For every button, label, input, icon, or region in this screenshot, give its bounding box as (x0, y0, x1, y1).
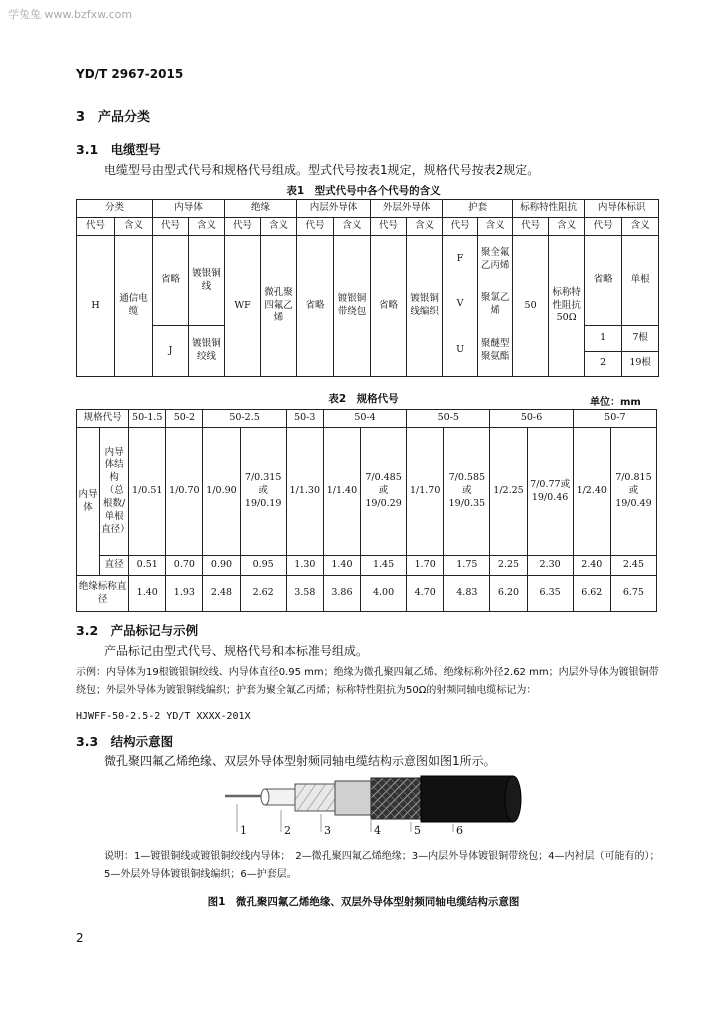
figure-note: 说明：1—镀银铜线或镀银铜绞线内导体； 2—微孔聚四氟乙烯绝缘；3—内层外导体镀银铜带绕包；4—内衬层（可能有的）； 5—外层外导体镀银铜线编织；6—护套层。 (104, 851, 665, 880)
t1-col-code: 代号 (443, 218, 478, 236)
t1-group: 分类 (77, 200, 153, 218)
t2-ins: 2.62 (240, 576, 286, 612)
t2-dia: 2.45 (610, 556, 656, 576)
t1-col-meaning: 含义 (622, 218, 659, 236)
t1-col-meaning: 含义 (261, 218, 297, 236)
t1-mark-sub (585, 326, 659, 377)
t1-group: 绝缘 (225, 200, 297, 218)
t1-ins-meaning: 微孔聚四氟乙烯 (261, 236, 297, 377)
table1-caption: 表1 型式代号中各个代号的含义 (286, 185, 441, 197)
t2-struct: 1/1.40 (323, 428, 360, 556)
t1-sheath-meaning: 聚氯乙烯 (478, 284, 513, 326)
t1-inner-code: J (153, 326, 189, 377)
t1-imp-code: 50 (513, 236, 549, 377)
t1-ins-code: WF (225, 236, 261, 377)
t2-dia: 2.30 (527, 556, 573, 576)
table1 (76, 199, 659, 377)
table2-caption: 表2 规格代号 (328, 393, 399, 405)
t1-mark-code: 2 (585, 351, 622, 376)
table2-unit: 单位：mm (590, 397, 641, 408)
tape-wrap-icon (295, 784, 337, 811)
t1-mark-meaning: 7根 (622, 326, 659, 351)
section-3-3-text: 微孔聚四氟乙烯绝缘、双层外导体型射频同轴电缆结构示意图如图1所示。 (104, 754, 496, 768)
t2-spec-label: 规格代号 (77, 410, 129, 428)
section-3-2-text: 产品标记由型式代号、规格代号和本标准号组成。 (104, 644, 369, 658)
section-3-title: 3 产品分类 (76, 110, 151, 125)
figure-caption: 图1 微孔聚四氟乙烯绝缘、双层外导体型射频同轴电缆结构示意图 (207, 896, 520, 908)
section-3-1-title: 3.1 电缆型号 (76, 142, 161, 157)
section-3-3-title: 3.3 结构示意图 (76, 734, 174, 749)
t2-dia: 1.70 (407, 556, 444, 576)
t2-dia-label: 直径 (100, 556, 129, 576)
figure-label: 1 (240, 824, 247, 837)
t2-spec: 50-7 (573, 410, 656, 428)
t1-inner-code: 省略 (153, 236, 189, 326)
t1-ilo-code: 省略 (297, 236, 334, 377)
section-3-1-text: 电缆型号由型式代号和规格代号组成。型式代号按表1规定，规格代号按表2规定。 (104, 163, 540, 177)
t2-dia: 1.30 (286, 556, 323, 576)
t1-olo-meaning: 镀银铜线编织 (407, 236, 443, 377)
t2-struct: 1/0.70 (166, 428, 203, 556)
t2-struct: 7/0.315或19/0.19 (240, 428, 286, 556)
t2-ins: 6.75 (610, 576, 656, 612)
t1-sheath-meaning: 聚醚型聚氨酯 (478, 326, 513, 377)
t2-ins: 6.35 (527, 576, 573, 612)
t2-struct: 1/2.25 (490, 428, 527, 556)
t1-group: 外层外导体 (371, 200, 443, 218)
t2-spec: 50-2.5 (203, 410, 286, 428)
example-text: 示例：内导体为19根镀银铜绞线、内导体直径0.95 mm；绝缘为微孔聚四氟乙烯、绝缘标称外径2.62 mm；内层外导体为镀银铜带绕包；外层外导体为镀银铜线编织；护套为聚全氟乙丙烯；标称特性阻抗为50Ω的射频同轴电缆标记为： (76, 667, 659, 696)
t2-dia: 2.40 (573, 556, 610, 576)
t2-struct-label: 内导体结构（总根数/单根直径） (100, 428, 129, 556)
t2-dia: 0.90 (203, 556, 240, 576)
braid-icon (371, 778, 423, 819)
t2-dia: 0.70 (166, 556, 203, 576)
t1-col-meaning: 含义 (478, 218, 513, 236)
figure-label: 4 (374, 824, 381, 837)
t2-inner-label: 内导体 (77, 428, 100, 576)
t2-dia: 2.25 (490, 556, 527, 576)
t1-mark-meaning: 单根 (622, 236, 659, 326)
figure-label: 6 (456, 824, 463, 837)
t1-col-meaning: 含义 (407, 218, 443, 236)
t1-group: 护套 (443, 200, 513, 218)
t2-dia: 1.40 (323, 556, 360, 576)
t1-sheath-code: U (443, 326, 478, 377)
section-3-2-title: 3.2 产品标记与示例 (76, 623, 199, 638)
t2-dia: 0.51 (129, 556, 166, 576)
t1-sheath-code: V (443, 284, 478, 326)
t2-dia: 0.95 (240, 556, 286, 576)
t1-group: 内导体 (153, 200, 225, 218)
inner-liner-icon (335, 781, 373, 815)
t2-dia: 1.75 (444, 556, 490, 576)
t1-group: 标称特性阻抗 (513, 200, 585, 218)
table2 (76, 409, 657, 612)
figure-label: 5 (414, 824, 421, 837)
t2-ins: 3.86 (323, 576, 360, 612)
t1-mark-meaning: 19根 (629, 357, 651, 369)
t2-spec: 50-3 (286, 410, 323, 428)
t2-ins: 4.00 (360, 576, 406, 612)
jacket-icon (421, 776, 513, 822)
t2-struct: 7/0.77或19/0.46 (527, 428, 573, 556)
t1-col-code: 代号 (371, 218, 407, 236)
t2-struct: 1/0.51 (129, 428, 166, 556)
figure-label: 2 (284, 824, 291, 837)
t1-col-code: 代号 (225, 218, 261, 236)
t1-cls-meaning: 通信电缆 (115, 236, 153, 377)
t1-inner-meaning: 镀银铜线 (189, 236, 225, 326)
t1-group: 内导体标识 (585, 200, 659, 218)
t2-ins: 4.70 (407, 576, 444, 612)
t1-imp-meaning: 标称特性阻抗50Ω (549, 236, 585, 377)
t2-ins: 3.58 (286, 576, 323, 612)
t2-struct: 7/0.815或19/0.49 (610, 428, 656, 556)
watermark: 学兔兔 www.bzfxw.com (8, 8, 133, 21)
t1-col-meaning: 含义 (115, 218, 153, 236)
t2-dia: 1.45 (360, 556, 406, 576)
t2-spec: 50-2 (166, 410, 203, 428)
t2-spec: 50-4 (323, 410, 406, 428)
t1-sheath-code: F (443, 236, 478, 284)
t2-struct: 1/1.30 (286, 428, 323, 556)
page-number: 2 (76, 931, 84, 945)
t1-mark-code: 1 (585, 326, 622, 351)
t1-olo-code: 省略 (371, 236, 407, 377)
t1-cls-code: H (77, 236, 115, 377)
t2-spec: 50-6 (490, 410, 573, 428)
standard-number: YD/T 2967-2015 (76, 67, 184, 81)
t2-ins: 1.93 (166, 576, 203, 612)
t1-ilo-meaning: 镀银铜带绕包 (334, 236, 371, 377)
t2-spec: 50-5 (407, 410, 490, 428)
t2-ins: 4.83 (444, 576, 490, 612)
t2-ins: 2.48 (203, 576, 240, 612)
t2-struct: 1/2.40 (573, 428, 610, 556)
t2-struct: 1/0.90 (203, 428, 240, 556)
t1-inner-meaning: 镀银铜绞线 (189, 326, 225, 377)
t2-ins-label: 绝缘标称直径 (77, 576, 129, 612)
t1-col-code: 代号 (513, 218, 549, 236)
t1-col-meaning: 含义 (549, 218, 585, 236)
t1-col-code: 代号 (77, 218, 115, 236)
t1-col-meaning: 含义 (334, 218, 371, 236)
t2-ins: 1.40 (129, 576, 166, 612)
t1-col-code: 代号 (297, 218, 334, 236)
t1-mark-code: 省略 (585, 236, 622, 326)
t1-group: 内层外导体 (297, 200, 371, 218)
t2-struct: 7/0.485或19/0.29 (360, 428, 406, 556)
t1-col-code: 代号 (153, 218, 189, 236)
t1-col-meaning: 含义 (189, 218, 225, 236)
t1-sheath-meaning: 聚全氟乙丙烯 (478, 236, 513, 284)
t2-ins: 6.62 (573, 576, 610, 612)
t1-col-code: 代号 (585, 218, 622, 236)
t2-ins: 6.20 (490, 576, 527, 612)
figure-label: 3 (324, 824, 331, 837)
t2-spec: 50-1.5 (129, 410, 166, 428)
example-code: HJWFF-50-2.5-2 YD/T XXXX-201X (76, 711, 251, 722)
t2-struct: 1/1.70 (407, 428, 444, 556)
t2-struct: 7/0.585或19/0.35 (444, 428, 490, 556)
